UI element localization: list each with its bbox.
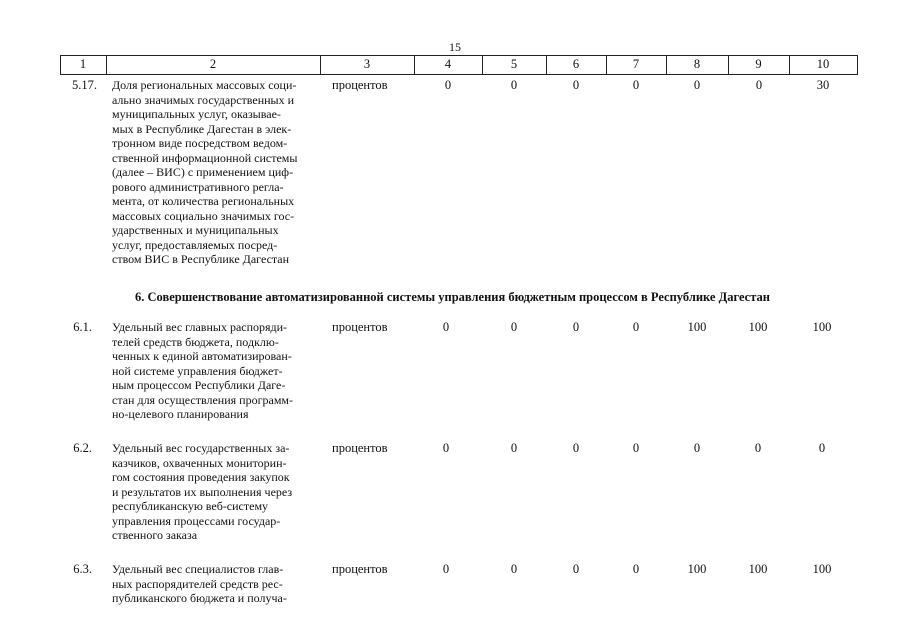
row-value-col10: 0 <box>818 441 826 455</box>
row-value-col5: 0 <box>510 320 518 334</box>
row-value-col6: 0 <box>572 562 580 576</box>
header-col-6: 6 <box>572 57 580 71</box>
row-value-col7: 0 <box>632 320 640 334</box>
header-col-7: 7 <box>632 57 640 71</box>
row-value-col6: 0 <box>572 78 580 92</box>
row-value-col5: 0 <box>510 78 518 92</box>
header-bottom-border <box>60 74 858 75</box>
row-unit: процентов <box>332 78 388 92</box>
row-value-col6: 0 <box>572 320 580 334</box>
header-col-3: 3 <box>363 57 371 71</box>
row-value-col8: 100 <box>687 562 707 576</box>
header-col-1: 1 <box>79 57 87 71</box>
row-description: Удельный вес государственных за- казчиков, охваченных мониторин- гом состояния проведения закупок и результатов их выполнения через республиканскую веб-систему управления процессами государ- ственного заказа <box>112 441 293 542</box>
row-value-col9: 0 <box>754 441 762 455</box>
row-value-col10: 30 <box>816 78 830 92</box>
row-value-col5: 0 <box>510 441 518 455</box>
row-number: 5.17. <box>72 78 97 92</box>
header-col-5: 5 <box>510 57 518 71</box>
row-value-col10: 100 <box>812 562 832 576</box>
header-col-4: 4 <box>444 57 452 71</box>
row-number: 6.3. <box>73 562 92 576</box>
row-value-col4: 0 <box>442 441 450 455</box>
row-unit: процентов <box>332 562 388 576</box>
row-unit: процентов <box>332 441 388 455</box>
page-number: 15 <box>449 40 461 54</box>
header-col-9: 9 <box>755 57 762 71</box>
row-value-col7: 0 <box>632 562 640 576</box>
row-description: Доля региональных массовых соци- ально значимых государственных и муниципальных услуг, оказывае- мых в Республике Дагестан в элек- тронном виде посредством ведом- ственной информационной системы (далее – ВИС) с применением циф- рового административного регла- мента, от количества региональных массовых социально значимых гос- ударственных и муниципальных услуг, предоставляемых посред- ством ВИС в Республике Дагестан <box>112 78 298 266</box>
section-title: 6. Совершенствование автоматизированной системы управления бюджетным процессом в Республике Дагестан <box>135 290 770 304</box>
row-number: 6.2. <box>73 441 92 455</box>
row-value-col9: 0 <box>755 78 763 92</box>
row-value-col8: 0 <box>693 78 701 92</box>
row-value-col7: 0 <box>632 441 640 455</box>
header-col-8: 8 <box>693 57 701 71</box>
row-value-col8: 0 <box>693 441 701 455</box>
row-unit: процентов <box>332 320 388 334</box>
row-value-col4: 0 <box>442 320 450 334</box>
row-description: Удельный вес главных распоряди- телей средств бюджета, подклю- ченных к единой автоматизирован- ной системе управления бюджет- ным процессом Республики Даге- стан для осуществления программ- но-целевого планирования <box>112 320 294 421</box>
row-value-col5: 0 <box>510 562 518 576</box>
header-col-10: 10 <box>816 57 830 71</box>
row-number: 6.1. <box>73 320 92 334</box>
row-value-col10: 100 <box>812 320 832 334</box>
row-value-col6: 0 <box>572 441 580 455</box>
row-value-col9: 100 <box>748 320 768 334</box>
row-value-col8: 100 <box>687 320 707 334</box>
header-col-2: 2 <box>209 57 217 71</box>
col-divider <box>857 55 858 75</box>
row-value-col9: 100 <box>748 562 768 576</box>
row-value-col4: 0 <box>444 78 452 92</box>
row-description: Удельный вес специалистов глав- ных распорядителей средств рес- публиканского бюджета и получа- <box>112 562 287 605</box>
row-value-col4: 0 <box>442 562 450 576</box>
row-value-col7: 0 <box>632 78 640 92</box>
